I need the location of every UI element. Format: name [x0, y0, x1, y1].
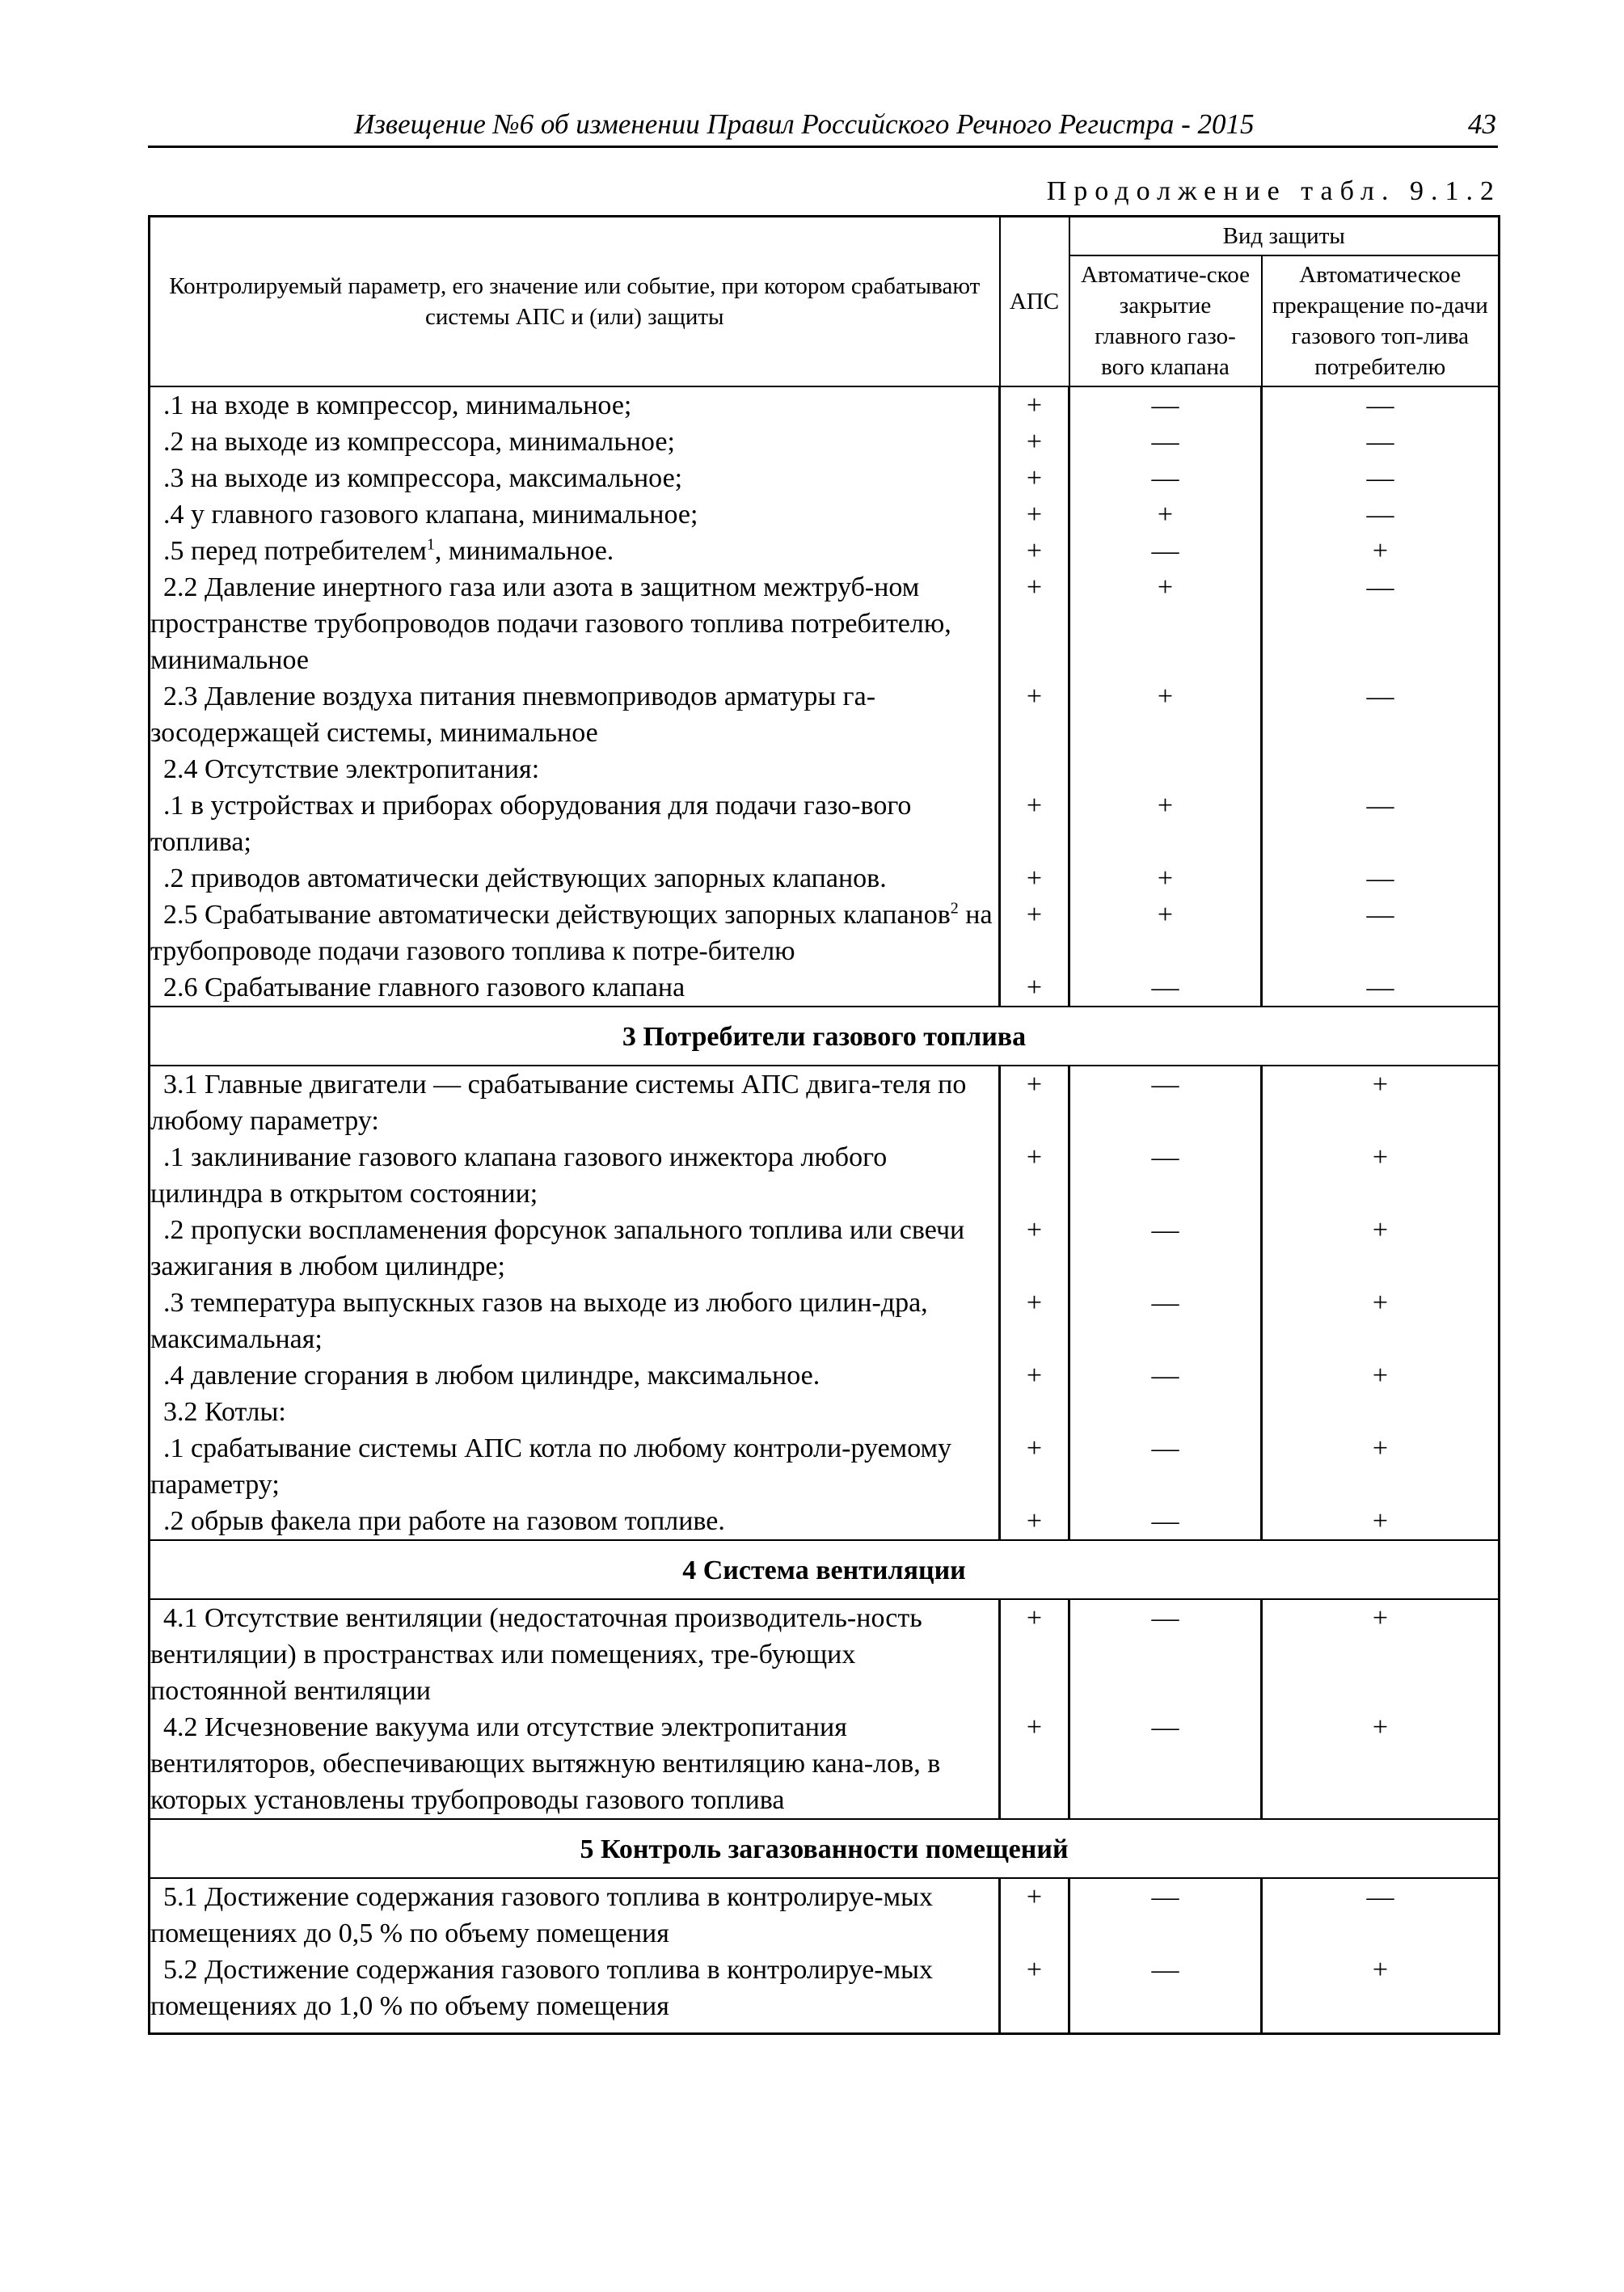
param-text: .2 приводов автоматически действующих запорных клапанов. [163, 863, 887, 893]
auto-close-mark: — [1069, 969, 1262, 1007]
param-text-continued: на трубопроводе подачи газового топлива к потре-бителю [150, 900, 993, 966]
aps-mark: + [1000, 1878, 1069, 1952]
table-row [150, 1952, 1500, 2034]
param-cell [150, 1430, 1000, 1503]
auto-stop-mark: + [1262, 1503, 1500, 1540]
param-text: .1 в устройствах и приборах оборудования для подачи газо-вого топлива; [150, 791, 912, 857]
param-cell [150, 860, 1000, 897]
col-header-protection-type: Вид защиты [1069, 217, 1500, 256]
auto-close-mark [1069, 1394, 1262, 1430]
param-text: 2.4 Отсутствие электропитания: [163, 754, 540, 784]
aps-mark: + [1000, 1357, 1069, 1394]
aps-mark: + [1000, 1709, 1069, 1819]
col-header-param: Контролируемый параметр, его значение или событие, при котором срабатывают системы АПС и (или) защиты [150, 217, 1000, 387]
param-cell [150, 1357, 1000, 1394]
table-row [150, 1394, 1500, 1430]
aps-mark: + [1000, 1430, 1069, 1503]
auto-close-mark: + [1069, 787, 1262, 860]
param-cell [150, 897, 1000, 969]
auto-stop-mark: — [1262, 860, 1500, 897]
param-text: .4 у главного газового клапана, минимальное; [163, 500, 698, 530]
param-cell [150, 787, 1000, 860]
table-row [150, 1066, 1500, 1139]
table-row [150, 496, 1500, 533]
aps-mark: + [1000, 1139, 1069, 1212]
auto-close-mark: — [1069, 1503, 1262, 1540]
param-text: 4.2 Исчезновение вакуума или отсутствие электропитания вентиляторов, обеспечивающих вытяжную вентиляцию кана-лов, в которых установлены трубопроводы газового топлива [150, 1712, 941, 1815]
param-text: .4 давление сгорания в любом цилиндре, максимальное. [163, 1361, 820, 1391]
param-cell [150, 569, 1000, 678]
param-cell [150, 424, 1000, 460]
param-text: 2.5 Срабатывание автоматически действующих запорных клапанов [163, 900, 951, 930]
param-cell [150, 1952, 1000, 2034]
aps-mark: + [1000, 787, 1069, 860]
table-row [150, 751, 1500, 787]
section-title: 4 Система вентиляции [150, 1540, 1500, 1599]
param-cell [150, 1709, 1000, 1819]
table-row [150, 969, 1500, 1007]
table-row [150, 1503, 1500, 1540]
aps-mark: + [1000, 1503, 1069, 1540]
auto-close-mark: — [1069, 1430, 1262, 1503]
param-cell [150, 386, 1000, 424]
page-header [148, 105, 1498, 148]
table-body [150, 386, 1500, 2034]
auto-stop-mark: + [1262, 1285, 1500, 1357]
auto-stop-mark: + [1262, 1066, 1500, 1139]
param-cell [150, 1066, 1000, 1139]
auto-close-mark: + [1069, 897, 1262, 969]
table-row [150, 678, 1500, 751]
aps-mark: + [1000, 1285, 1069, 1357]
param-cell [150, 1285, 1000, 1357]
footnote-mark: 1 [426, 535, 435, 554]
table-row [150, 1285, 1500, 1357]
auto-stop-mark: + [1262, 1952, 1500, 2034]
auto-stop-mark: — [1262, 678, 1500, 751]
aps-mark: + [1000, 969, 1069, 1007]
param-cell [150, 533, 1000, 569]
auto-close-mark: — [1069, 1139, 1262, 1212]
aps-mark: + [1000, 1066, 1069, 1139]
footnote-mark: 2 [950, 899, 959, 918]
param-text: .1 срабатывание системы АПС котла по любому контроли-руемому параметру; [150, 1433, 952, 1500]
aps-mark: + [1000, 1599, 1069, 1709]
param-cell [150, 1139, 1000, 1212]
aps-mark: + [1000, 860, 1069, 897]
auto-close-mark: + [1069, 860, 1262, 897]
param-text: 3.1 Главные двигатели — срабатывание системы АПС двига-теля по любому параметру: [150, 1070, 967, 1136]
auto-close-mark: — [1069, 1709, 1262, 1819]
table-row [150, 1212, 1500, 1285]
param-cell [150, 678, 1000, 751]
aps-mark [1000, 751, 1069, 787]
auto-close-mark: + [1069, 496, 1262, 533]
auto-close-mark: — [1069, 533, 1262, 569]
auto-stop-mark: + [1262, 533, 1500, 569]
param-text-continued: , минимальное. [434, 536, 614, 566]
auto-close-mark: — [1069, 1599, 1262, 1709]
table-row [150, 1709, 1500, 1819]
param-cell [150, 460, 1000, 496]
page-number: 43 [1468, 108, 1496, 140]
param-text: 3.2 Котлы: [163, 1397, 286, 1427]
param-text: 5.2 Достижение содержания газового топлива в контролируе-мых помещениях до 1,0 % по объему помещения [150, 1955, 933, 2021]
aps-mark: + [1000, 460, 1069, 496]
auto-close-mark [1069, 751, 1262, 787]
auto-stop-mark: — [1262, 787, 1500, 860]
section-title: 5 Контроль загазованности помещений [150, 1819, 1500, 1878]
table-caption: Продолжение табл. 9.1.2 [1046, 176, 1501, 206]
table-row [150, 569, 1500, 678]
param-text: .1 на входе в компрессор, минимальное; [163, 390, 632, 420]
aps-mark: + [1000, 424, 1069, 460]
param-text: 5.1 Достижение содержания газового топлива в контролируе-мых помещениях до 0,5 % по объему помещения [150, 1882, 933, 1948]
aps-mark: + [1000, 1952, 1069, 2034]
aps-mark: + [1000, 533, 1069, 569]
auto-stop-mark: + [1262, 1430, 1500, 1503]
param-text: .1 заклинивание газового клапана газового инжектора любого цилиндра в открытом состоянии; [150, 1142, 888, 1209]
auto-close-mark: — [1069, 1952, 1262, 2034]
aps-mark: + [1000, 897, 1069, 969]
table-row [150, 1599, 1500, 1709]
param-text: 2.6 Срабатывание главного газового клапана [163, 973, 685, 1002]
auto-stop-mark: — [1262, 969, 1500, 1007]
col-header-auto-close: Автоматиче-ское закрытие главного газо-вого клапана [1069, 255, 1262, 386]
section-title: 3 Потребители газового топлива [150, 1007, 1500, 1066]
table-row [150, 1139, 1500, 1212]
param-text: .3 температура выпускных газов на выходе из любого цилин-дра, максимальная; [150, 1288, 928, 1354]
auto-stop-mark: — [1262, 897, 1500, 969]
param-text: 2.2 Давление инертного газа или азота в защитном межтруб-ном пространстве трубопроводов подачи газового топлива потребителю, минимальное [150, 572, 951, 675]
auto-stop-mark: — [1262, 569, 1500, 678]
param-cell [150, 1599, 1000, 1709]
auto-stop-mark: + [1262, 1212, 1500, 1285]
section-row [150, 1540, 1500, 1599]
col-header-auto-stop: Автоматическое прекращение по-дачи газового топ-лива потребителю [1262, 255, 1500, 386]
col-header-aps: АПС [1000, 217, 1069, 387]
auto-stop-mark: + [1262, 1357, 1500, 1394]
param-text: .2 на выходе из компрессора, минимальное; [163, 427, 675, 457]
auto-stop-mark [1262, 1394, 1500, 1430]
auto-close-mark: + [1069, 678, 1262, 751]
aps-mark: + [1000, 496, 1069, 533]
auto-close-mark: + [1069, 569, 1262, 678]
header-title: Извещение №6 об изменении Правил Российского Речного Регистра - 2015 [354, 108, 1255, 140]
table-row [150, 1430, 1500, 1503]
param-cell [150, 1878, 1000, 1952]
auto-close-mark: — [1069, 460, 1262, 496]
auto-close-mark: — [1069, 1066, 1262, 1139]
auto-close-mark: — [1069, 386, 1262, 424]
param-text: .2 пропуски воспламенения форсунок запального топлива или свечи зажигания в любом цилиндре; [150, 1215, 965, 1281]
auto-stop-mark: + [1262, 1139, 1500, 1212]
auto-close-mark: — [1069, 1212, 1262, 1285]
param-text: 2.3 Давление воздуха питания пневмоприводов арматуры га-зосодержащей системы, минимальное [150, 682, 876, 748]
auto-close-mark: — [1069, 424, 1262, 460]
auto-stop-mark: — [1262, 1878, 1500, 1952]
auto-stop-mark: + [1262, 1599, 1500, 1709]
table-row [150, 1878, 1500, 1952]
aps-mark [1000, 1394, 1069, 1430]
param-text: .5 перед потребителем [163, 536, 427, 566]
aps-mark: + [1000, 1212, 1069, 1285]
auto-stop-mark: — [1262, 424, 1500, 460]
aps-mark: + [1000, 569, 1069, 678]
table-row [150, 533, 1500, 569]
aps-mark: + [1000, 678, 1069, 751]
table-row [150, 897, 1500, 969]
auto-stop-mark: — [1262, 386, 1500, 424]
section-row [150, 1007, 1500, 1066]
param-cell [150, 1212, 1000, 1285]
param-text: .3 на выходе из компрессора, максимальное; [163, 463, 683, 493]
auto-stop-mark: — [1262, 496, 1500, 533]
auto-close-mark: — [1069, 1357, 1262, 1394]
auto-stop-mark: + [1262, 1709, 1500, 1819]
auto-stop-mark [1262, 751, 1500, 787]
table-row [150, 386, 1500, 424]
table-row [150, 1357, 1500, 1394]
param-text: 4.1 Отсутствие вентиляции (недостаточная производитель-ность вентиляции) в пространствах или помещениях, тре-бующих постоянной вентиляции [150, 1603, 922, 1706]
param-cell [150, 969, 1000, 1007]
param-cell [150, 751, 1000, 787]
param-cell [150, 496, 1000, 533]
protection-table [148, 215, 1500, 2035]
table-row [150, 787, 1500, 860]
auto-close-mark: — [1069, 1285, 1262, 1357]
aps-mark: + [1000, 386, 1069, 424]
param-text: .2 обрыв факела при работе на газовом топливе. [163, 1506, 725, 1536]
param-cell [150, 1503, 1000, 1540]
table-row [150, 460, 1500, 496]
auto-stop-mark: — [1262, 460, 1500, 496]
section-row [150, 1819, 1500, 1878]
param-cell [150, 1394, 1000, 1430]
auto-close-mark: — [1069, 1878, 1262, 1952]
table-row [150, 860, 1500, 897]
table-row [150, 424, 1500, 460]
